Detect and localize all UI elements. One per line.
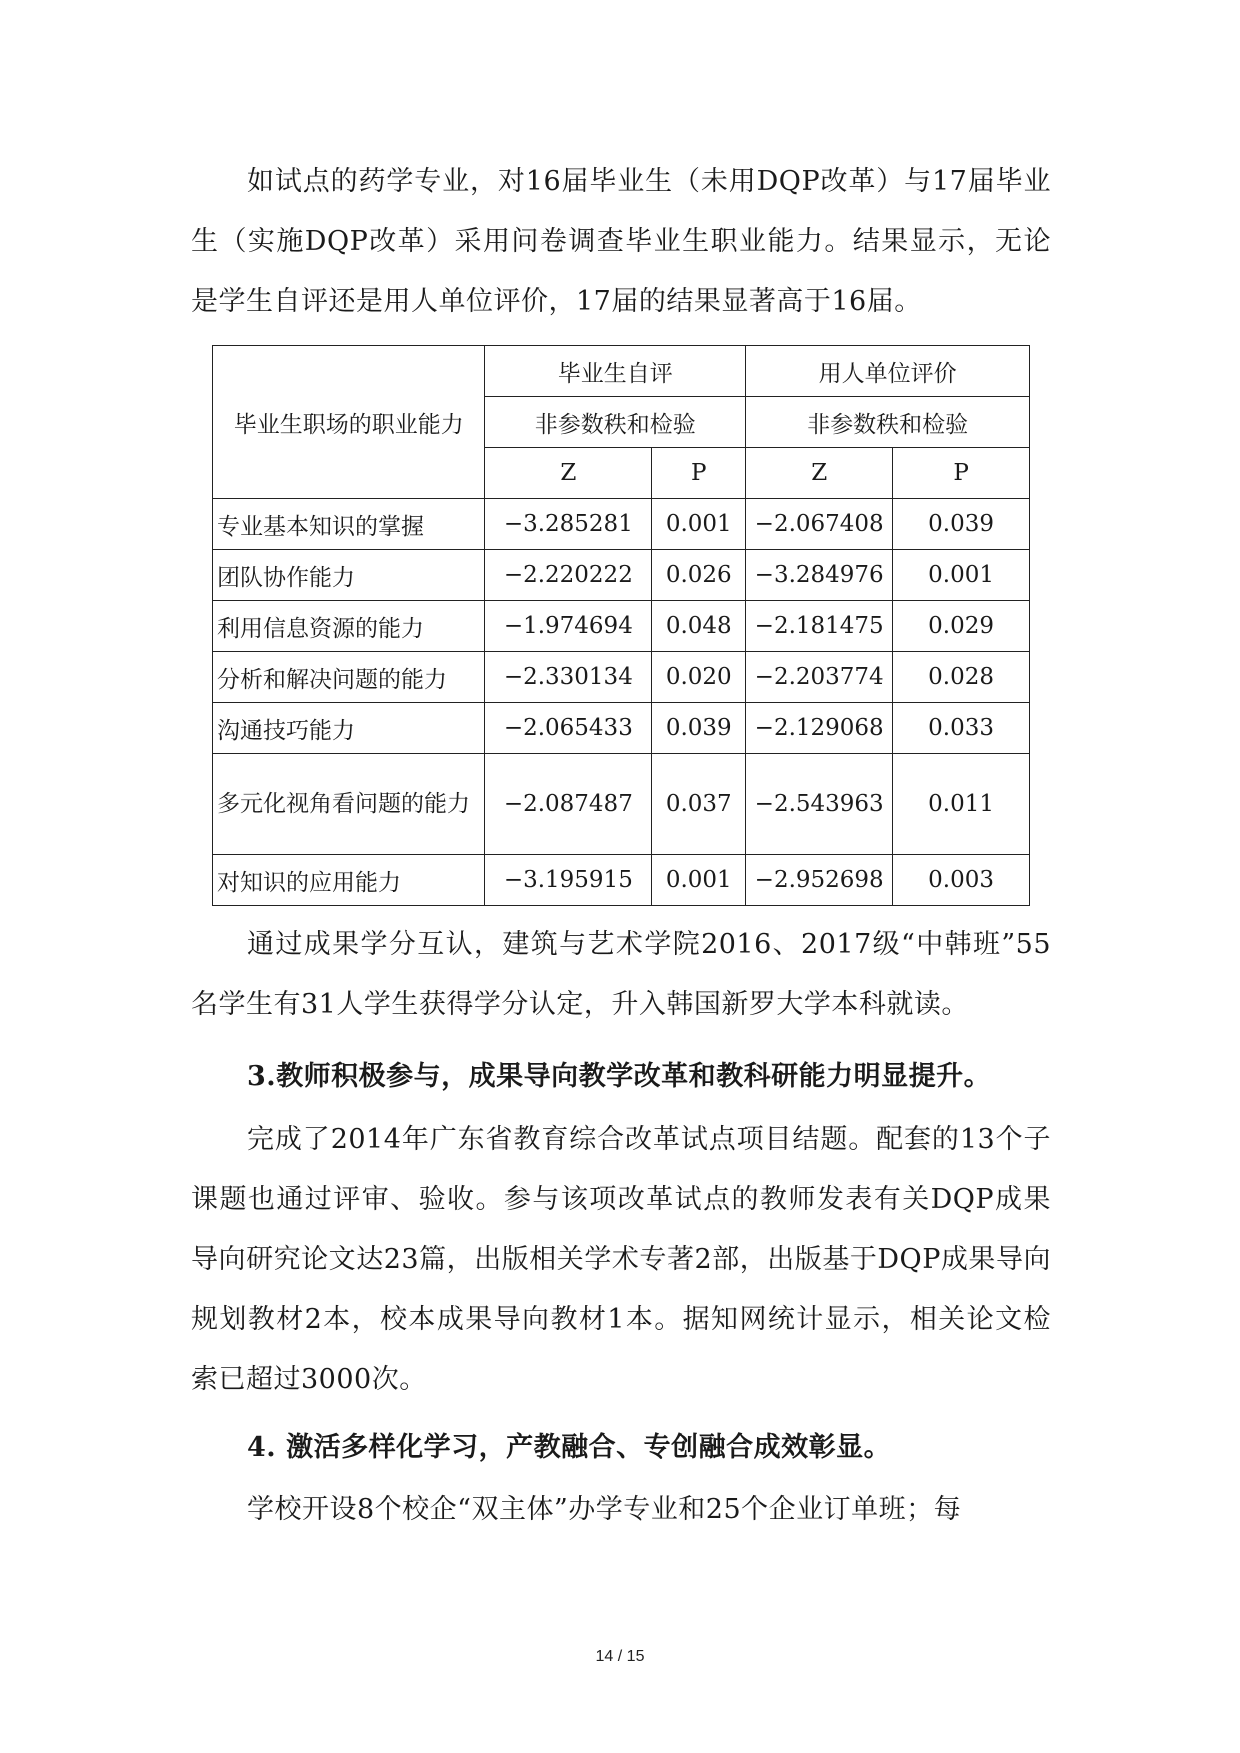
z-header-self: Z (485, 448, 652, 499)
method-header-self: 非参数秩和检验 (485, 397, 746, 448)
row-label: 多元化视角看问题的能力 (213, 754, 485, 855)
table-row (213, 855, 1030, 906)
credit-paragraph: 通过成果学分互认，建筑与艺术学院2016、2017级“中韩班”55名学生有31人学生获得学分认定，升入韩国新罗大学本科就读。 (191, 929, 1051, 1020)
z-self-value: −1.974694 (485, 601, 652, 652)
row-label: 团队协作能力 (213, 550, 485, 601)
row-label: 沟通技巧能力 (213, 703, 485, 754)
row-header-cell: 毕业生职场的职业能力 (213, 346, 485, 499)
p-self-value: 0.001 (652, 855, 746, 906)
p-employer-value: 0.028 (893, 652, 1030, 703)
p-employer-value: 0.033 (893, 703, 1030, 754)
p-employer-value: 0.029 (893, 601, 1030, 652)
p-self-value: 0.026 (652, 550, 746, 601)
row-label: 利用信息资源的能力 (213, 601, 485, 652)
z-self-value: −2.065433 (485, 703, 652, 754)
table-header-row (213, 346, 1030, 397)
row-label: 分析和解决问题的能力 (213, 652, 485, 703)
table-row (213, 754, 1030, 855)
p-employer-value: 0.003 (893, 855, 1030, 906)
section-4-heading: 4. 激活多样化学习，产教融合、专创融合成效彰显。 (247, 1432, 892, 1463)
z-self-value: −3.285281 (485, 499, 652, 550)
page-number: 14 / 15 (595, 1648, 645, 1665)
section-4-paragraph: 学校开设8个校企“双主体”办学专业和25个企业订单班；每 (247, 1494, 962, 1525)
table-row (213, 703, 1030, 754)
section-3-paragraph: 完成了2014年广东省教育综合改革试点项目结题。配套的13个子课题也通过评审、验收。参与该项改革试点的教师发表有关DQP成果导向研究论文达23篇，出版相关学术专著2部，出版基于DQP成果导向规划教材2本，校本成果导向教材1本。据知网统计显示，相关论文检索已超过3000次。 (191, 1124, 1051, 1395)
p-self-value: 0.001 (652, 499, 746, 550)
table-row (213, 652, 1030, 703)
p-employer-value: 0.001 (893, 550, 1030, 601)
method-header-employer: 非参数秩和检验 (746, 397, 1030, 448)
z-employer-value: −2.181475 (746, 601, 893, 652)
z-header-employer: Z (746, 448, 893, 499)
z-self-value: −2.330134 (485, 652, 652, 703)
p-self-value: 0.037 (652, 754, 746, 855)
z-employer-value: −2.067408 (746, 499, 893, 550)
row-label: 对知识的应用能力 (213, 855, 485, 906)
p-employer-value: 0.039 (893, 499, 1030, 550)
p-header-employer: P (893, 448, 1030, 499)
p-header-self: P (652, 448, 746, 499)
z-self-value: −3.195915 (485, 855, 652, 906)
group-header-self: 毕业生自评 (485, 346, 746, 397)
p-employer-value: 0.011 (893, 754, 1030, 855)
section-3-heading: 3.教师积极参与，成果导向教学改革和教科研能力明显提升。 (247, 1061, 992, 1092)
z-employer-value: −2.952698 (746, 855, 893, 906)
ability-comparison-table (212, 345, 1030, 906)
p-self-value: 0.048 (652, 601, 746, 652)
intro-paragraph: 如试点的药学专业，对16届毕业生（未用DQP改革）与17届毕业生（实施DQP改革）采用问卷调查毕业生职业能力。结果显示，无论是学生自评还是用人单位评价，17届的结果显著高于16届。 (191, 166, 1051, 317)
p-self-value: 0.039 (652, 703, 746, 754)
z-self-value: −2.087487 (485, 754, 652, 855)
row-label: 专业基本知识的掌握 (213, 499, 485, 550)
table-row (213, 601, 1030, 652)
z-employer-value: −2.129068 (746, 703, 893, 754)
z-employer-value: −3.284976 (746, 550, 893, 601)
table-row (213, 499, 1030, 550)
z-employer-value: −2.543963 (746, 754, 893, 855)
z-employer-value: −2.203774 (746, 652, 893, 703)
group-header-employer: 用人单位评价 (746, 346, 1030, 397)
p-self-value: 0.020 (652, 652, 746, 703)
table-row (213, 550, 1030, 601)
z-self-value: −2.220222 (485, 550, 652, 601)
